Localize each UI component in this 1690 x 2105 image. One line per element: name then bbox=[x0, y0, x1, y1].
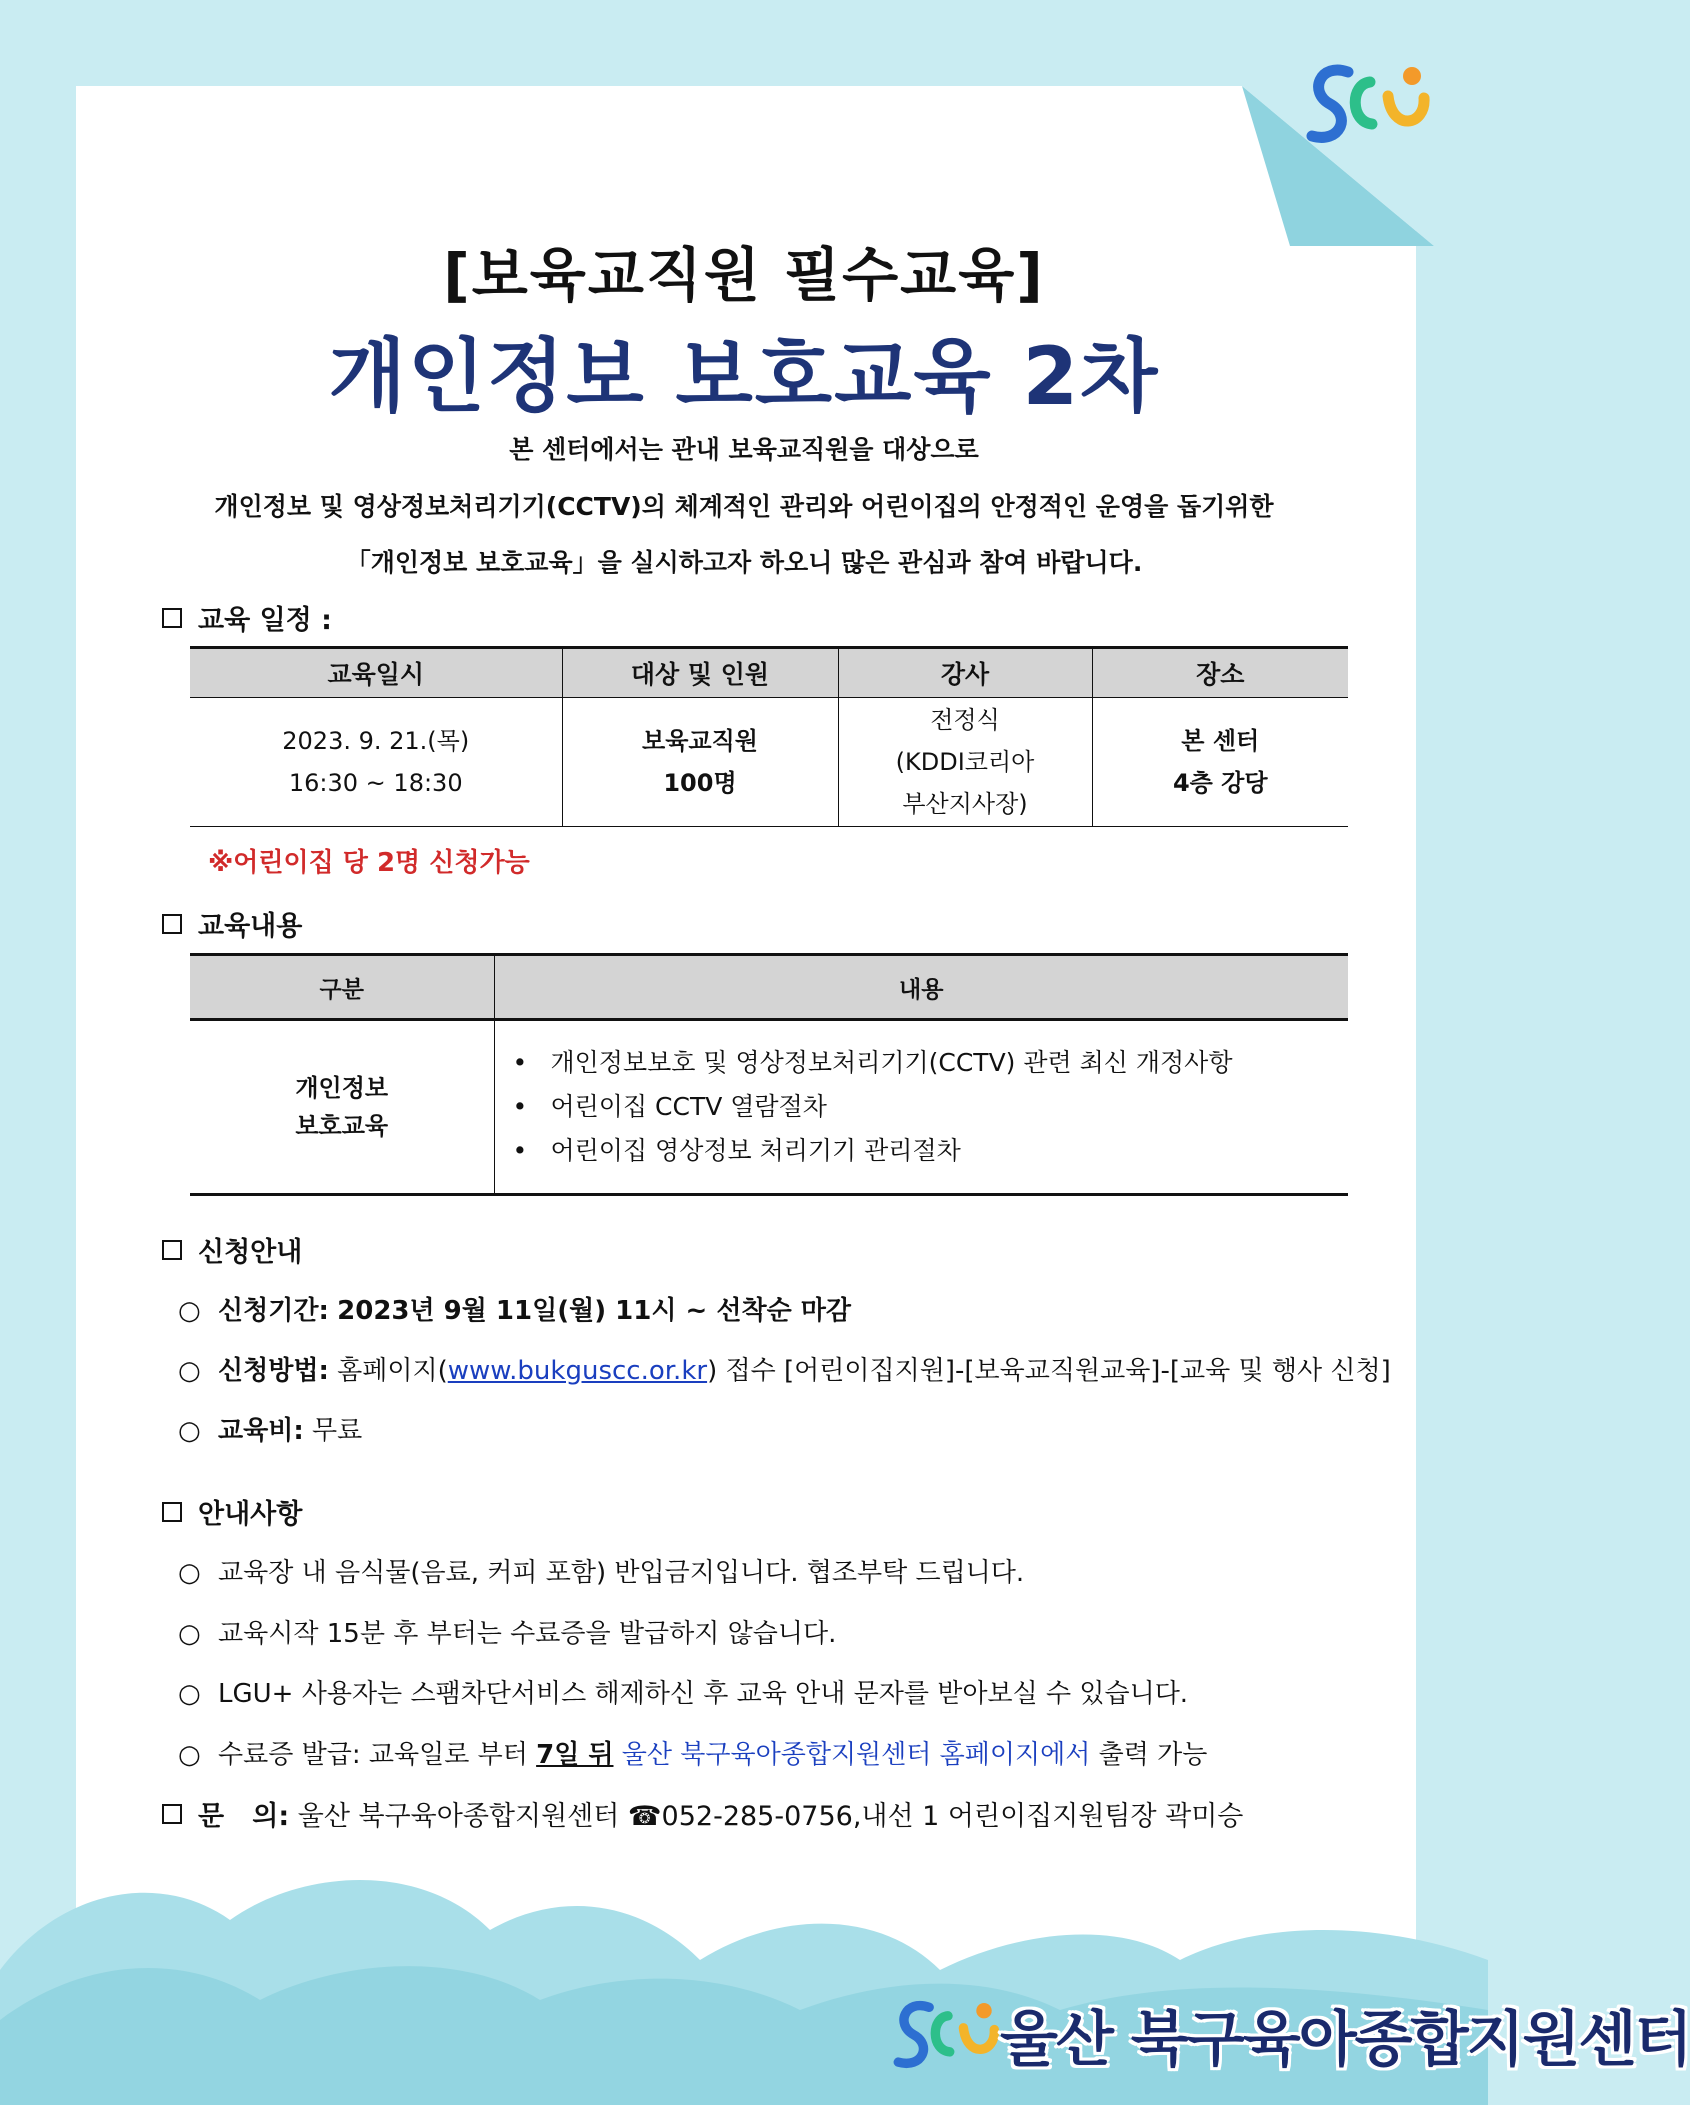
room-value: 4층 강당 bbox=[1172, 769, 1268, 797]
bullet-icon: • bbox=[512, 1048, 528, 1077]
circle-bullet-icon: ○ bbox=[178, 1679, 201, 1709]
section-application-title: 신청안내 bbox=[198, 1237, 303, 1268]
checkbox-square-icon bbox=[162, 608, 182, 628]
schedule-table bbox=[190, 646, 1348, 827]
application-limit-notice: ※어린이집 당 2명 신청가능 bbox=[208, 848, 530, 878]
circle-bullet-icon: ○ bbox=[178, 1356, 201, 1386]
fee-label: 교육비: bbox=[218, 1416, 304, 1446]
method-label: 신청방법: bbox=[218, 1356, 329, 1386]
circle-bullet-icon: ○ bbox=[178, 1416, 201, 1446]
contact-value: 울산 북구육아종합지원센터 ☎052-285-0756,내선 1 어린이집지원팀장 곽미승 bbox=[297, 1801, 1244, 1832]
section-guide-title: 안내사항 bbox=[198, 1499, 303, 1530]
table-row bbox=[190, 1020, 1348, 1195]
circle-bullet-icon: ○ bbox=[178, 1740, 201, 1770]
headcount-value: 100명 bbox=[663, 769, 737, 797]
homepage-link[interactable]: www.bukguscc.or.kr bbox=[447, 1356, 708, 1386]
cert-prefix: 수료증 발급: 교육일로 부터 bbox=[218, 1740, 537, 1770]
checkbox-square-icon bbox=[162, 914, 182, 934]
category-line: 보호교육 bbox=[295, 1112, 389, 1140]
table-row bbox=[190, 698, 1348, 827]
contact-label: 문 의: bbox=[198, 1801, 290, 1832]
period-value: 2023년 9월 11일(월) 11시 ~ 선착순 마감 bbox=[337, 1296, 851, 1326]
cert-days: 7일 뒤 bbox=[536, 1740, 614, 1770]
guide-text: LGU+ 사용자는 스팸차단서비스 해제하신 후 교육 안내 문자를 받아보실 수 있습니다. bbox=[218, 1679, 1189, 1709]
table-header-row bbox=[190, 648, 1348, 698]
date-cell bbox=[190, 698, 562, 827]
intro-line-3: 「개인정보 보호교육」을 실시하고자 하오니 많은 관심과 참여 바랍니다. bbox=[345, 548, 1143, 577]
contact-line bbox=[162, 1794, 1243, 1833]
list-item-text: 어린이집 CCTV 열람절차 bbox=[550, 1092, 827, 1121]
time-value: 16:30 ~ 18:30 bbox=[288, 769, 463, 797]
instructor-affiliation: (KDDI코리아 bbox=[895, 748, 1035, 776]
content-list bbox=[495, 1041, 1349, 1173]
circle-bullet-icon: ○ bbox=[178, 1619, 201, 1649]
guide-item bbox=[178, 1552, 1024, 1589]
instructor-name: 전정식 bbox=[930, 706, 1000, 734]
header-cell: 구분 bbox=[190, 955, 494, 1020]
table-header-row bbox=[190, 955, 1348, 1020]
section-schedule-heading bbox=[162, 598, 332, 637]
bullet-icon: • bbox=[512, 1136, 528, 1165]
application-method bbox=[178, 1350, 1391, 1387]
category-line: 개인정보 bbox=[295, 1074, 389, 1102]
guide-item bbox=[178, 1613, 836, 1650]
instructor-title: 부산지사장) bbox=[902, 790, 1028, 818]
section-content-title: 교육내용 bbox=[198, 911, 303, 942]
checkbox-square-icon bbox=[162, 1804, 182, 1824]
list-item bbox=[512, 1129, 1349, 1173]
place-value: 본 센터 bbox=[1181, 727, 1260, 755]
section-schedule-title: 교육 일정 : bbox=[198, 605, 332, 636]
application-period bbox=[178, 1290, 851, 1327]
guide-item-certificate bbox=[178, 1734, 1207, 1771]
list-item bbox=[512, 1041, 1349, 1085]
place-cell bbox=[1092, 698, 1348, 827]
period-label: 신청기간: bbox=[218, 1296, 329, 1326]
cert-suffix: 출력 가능 bbox=[1090, 1740, 1208, 1770]
header-cell: 내용 bbox=[494, 955, 1348, 1020]
target-value: 보육교직원 bbox=[642, 727, 758, 755]
guide-item bbox=[178, 1673, 1188, 1710]
list-item bbox=[512, 1085, 1349, 1129]
intro-line-1: 본 센터에서는 관내 보육교직원을 대상으로 bbox=[509, 435, 979, 464]
method-path: ) 접수 [어린이집지원]-[보육교직원교육]-[교육 및 행사 신청] bbox=[707, 1356, 1391, 1386]
method-prefix: 홈페이지( bbox=[337, 1356, 448, 1386]
fee-value: 무료 bbox=[312, 1416, 363, 1446]
list-item-text: 어린이집 영상정보 처리기기 관리절차 bbox=[550, 1136, 961, 1165]
header-cell: 교육일시 bbox=[190, 648, 562, 698]
circle-bullet-icon: ○ bbox=[178, 1558, 201, 1588]
circle-bullet-icon: ○ bbox=[178, 1296, 201, 1326]
guide-text: 교육장 내 음식물(음료, 커피 포함) 반입금지입니다. 협조부탁 드립니다. bbox=[218, 1558, 1025, 1588]
title-main: 개인정보 보호교육 2차 bbox=[328, 330, 1160, 423]
footer-org-name: 울산 북구육아종합지원센터 bbox=[1000, 2005, 1690, 2075]
date-value: 2023. 9. 21.(목) bbox=[282, 727, 470, 755]
center-logo-icon bbox=[888, 1988, 1008, 2078]
header-cell: 대상 및 인원 bbox=[562, 648, 838, 698]
section-guide-heading bbox=[162, 1492, 302, 1531]
instructor-cell bbox=[838, 698, 1092, 827]
bullet-icon: • bbox=[512, 1092, 528, 1121]
checkbox-square-icon bbox=[162, 1502, 182, 1522]
cert-site: 울산 북구육아종합지원센터 홈페이지에서 bbox=[621, 1740, 1091, 1770]
list-item-text: 개인정보보호 및 영상정보처리기기(CCTV) 관련 최신 개정사항 bbox=[550, 1048, 1233, 1077]
section-content-heading bbox=[162, 904, 302, 943]
intro-line-2: 개인정보 및 영상정보처리기기(CCTV)의 체계적인 관리와 어린이집의 안정적인 운영을 돕기위한 bbox=[214, 492, 1274, 521]
content-cell bbox=[494, 1020, 1348, 1195]
application-fee bbox=[178, 1410, 362, 1447]
title-category: [보육교직원 필수교육] bbox=[443, 241, 1045, 309]
center-logo-icon bbox=[1300, 52, 1440, 152]
section-application-heading bbox=[162, 1230, 302, 1269]
header-cell: 강사 bbox=[838, 648, 1092, 698]
category-cell bbox=[190, 1020, 494, 1195]
guide-text: 교육시작 15분 후 부터는 수료증을 발급하지 않습니다. bbox=[218, 1619, 837, 1649]
checkbox-square-icon bbox=[162, 1240, 182, 1260]
header-cell: 장소 bbox=[1092, 648, 1348, 698]
content-table bbox=[190, 953, 1348, 1196]
target-cell bbox=[562, 698, 838, 827]
